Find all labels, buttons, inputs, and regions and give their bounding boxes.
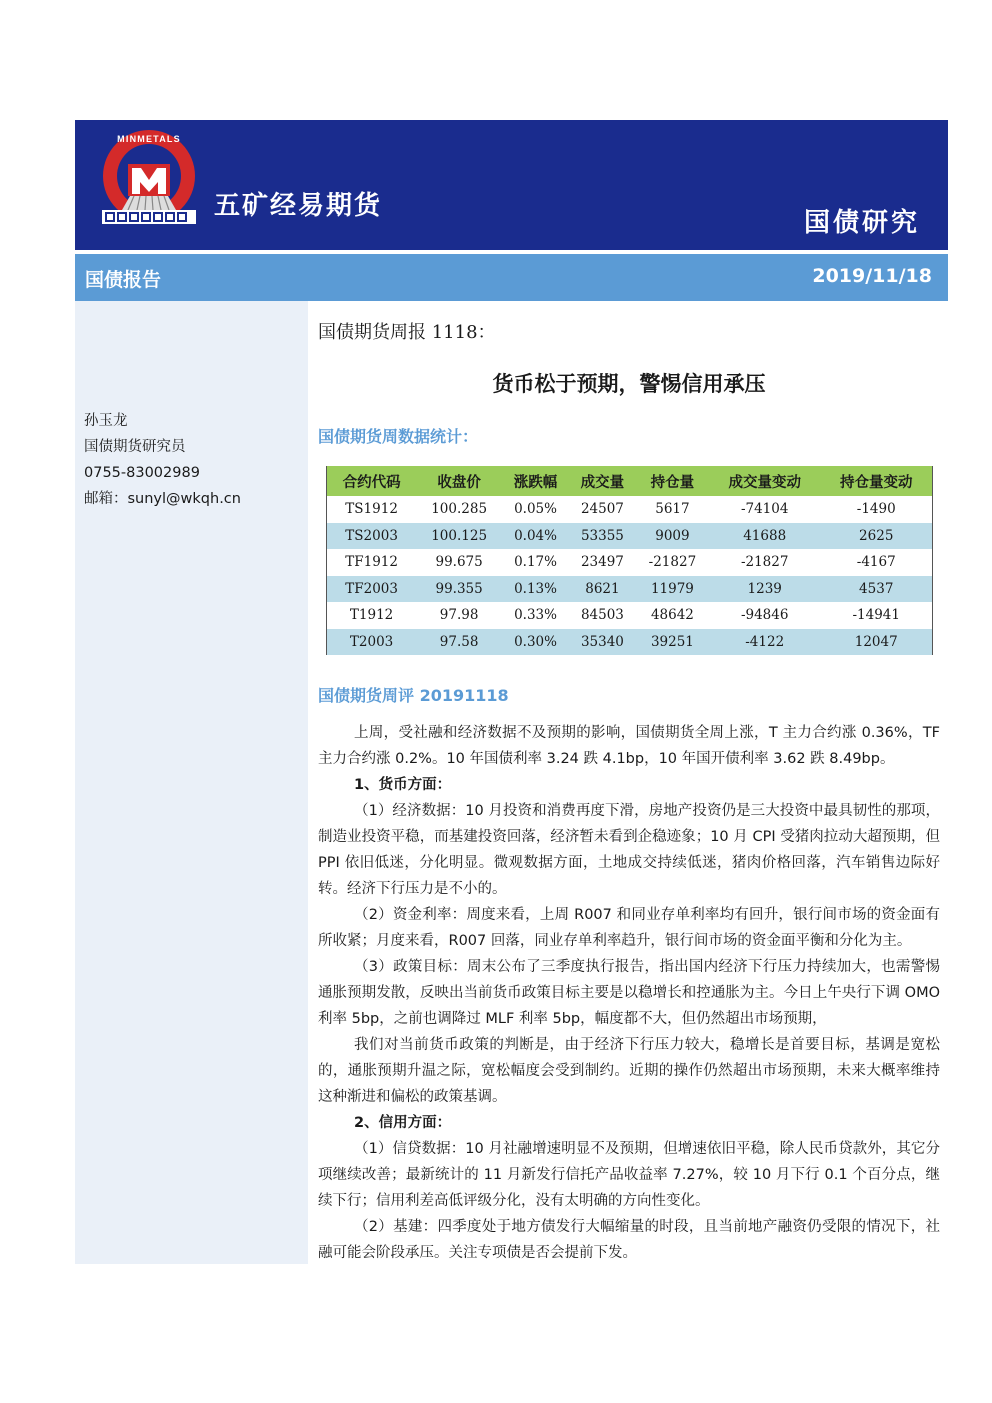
subheading: 2、信用方面： bbox=[354, 1115, 452, 1131]
table-cell: 48642 bbox=[636, 602, 709, 629]
author-title: 国债期货研究员 bbox=[84, 439, 186, 455]
table-cell: 84503 bbox=[569, 602, 636, 629]
report-title: 国债期货周报 1118： bbox=[318, 322, 496, 343]
author-info bbox=[84, 408, 241, 512]
paragraph: 上周，受社融和经济数据不及预期的影响，国债期货全周上涨，T 主力合约涨 0.36%，TF 主力合约涨 0.2%。10 年国债利率 3.24 跌 4.1bp，10 年国开债利率 3.62 跌 8.49bp。 bbox=[318, 725, 940, 767]
author-name: 孙玉龙 bbox=[84, 413, 128, 429]
table-row bbox=[327, 549, 932, 576]
table-cell: 0.17% bbox=[502, 549, 569, 576]
table-cell: T1912 bbox=[327, 602, 416, 629]
paragraph: 我们对当前货币政策的判断是，由于经济下行压力较大，稳增长是首要目标，基调是宽松的，通胀预期升温之际，宽松幅度会受到制约。近期的操作仍然超出市场预期，未来大概率维持这种渐进和偏松的政策基调。 bbox=[318, 1037, 940, 1105]
table-cell: 53355 bbox=[569, 523, 636, 550]
table-cell: 23497 bbox=[569, 549, 636, 576]
column-header: 持仓量变动 bbox=[820, 466, 932, 496]
table-cell: 1239 bbox=[709, 576, 821, 603]
table-cell: TF1912 bbox=[327, 549, 416, 576]
column-header: 涨跌幅 bbox=[502, 466, 569, 496]
table-cell: -4122 bbox=[709, 629, 821, 656]
table-cell: 4537 bbox=[820, 576, 932, 603]
report-type-label: 国债报告 bbox=[85, 269, 162, 291]
review-body bbox=[318, 720, 940, 1266]
table-cell: 8621 bbox=[569, 576, 636, 603]
table-cell: 0.30% bbox=[502, 629, 569, 656]
table-cell: 0.04% bbox=[502, 523, 569, 550]
table-cell: 0.13% bbox=[502, 576, 569, 603]
table-cell: T2003 bbox=[327, 629, 416, 656]
table-cell: 0.05% bbox=[502, 496, 569, 523]
table-row bbox=[327, 629, 932, 656]
subheading: 1、货币方面： bbox=[354, 777, 452, 793]
paragraph: （2）基建：四季度处于地方债发行大幅缩量的时段，且当前地产融资仍受限的情况下，社融可能会阶段承压。关注专项债是否会提前下发。 bbox=[318, 1219, 940, 1261]
table-cell: TS1912 bbox=[327, 496, 416, 523]
table-cell: 100.285 bbox=[416, 496, 502, 523]
sub-header-bar bbox=[75, 254, 948, 301]
paragraph: （1）信贷数据：10 月社融增速明显不及预期，但增速依旧平稳，除人民币贷款外，其它分项继续改善；最新统计的 11 月新发行信托产品收益率 7.27%，较 10 月下行 0.1 个百分点，继续下行；信用利差高低评级分化，没有太明确的方向性变化。 bbox=[318, 1141, 940, 1209]
table-cell: 97.98 bbox=[416, 602, 502, 629]
report-headline: 货币松于预期，警惕信用承压 bbox=[492, 372, 766, 396]
paragraph: （3）政策目标：周末公布了三季度执行报告，指出国内经济下行压力持续加大，也需警惕通胀预期发散，反映出当前货币政策目标主要是以稳增长和控通胀为主。今日上午央行下调 OMO 利率 5bp，之前也调降过 MLF 利率 5bp，幅度都不大，但仍然超出市场预期， bbox=[318, 959, 940, 1027]
table-cell: 12047 bbox=[820, 629, 932, 656]
department-title: 国债研究 bbox=[803, 208, 920, 238]
table-cell: -21827 bbox=[709, 549, 821, 576]
table-cell: TF2003 bbox=[327, 576, 416, 603]
column-header: 收盘价 bbox=[416, 466, 502, 496]
table-header-row bbox=[327, 466, 932, 496]
table-cell: TS2003 bbox=[327, 523, 416, 550]
table-cell: 9009 bbox=[636, 523, 709, 550]
table-cell: 97.58 bbox=[416, 629, 502, 656]
column-header: 持仓量 bbox=[636, 466, 709, 496]
table-cell: 0.33% bbox=[502, 602, 569, 629]
stats-table bbox=[326, 466, 933, 655]
table-row bbox=[327, 523, 932, 550]
table-cell: 100.125 bbox=[416, 523, 502, 550]
paragraph: （2）资金利率：周度来看，上周 R007 和同业存单利率均有回升，银行间市场的资金面有所收紧；月度来看，R007 回落，同业存单利率趋升，银行间市场的资金面平衡和分化为主。 bbox=[318, 907, 940, 949]
table-cell: 99.355 bbox=[416, 576, 502, 603]
column-header: 合约代码 bbox=[327, 466, 416, 496]
table-cell: -21827 bbox=[636, 549, 709, 576]
table-cell: -94846 bbox=[709, 602, 821, 629]
table-cell: 41688 bbox=[709, 523, 821, 550]
logo-text: MINMETALS bbox=[117, 134, 181, 144]
table-cell: -14941 bbox=[820, 602, 932, 629]
review-section-title: 国债期货周评 20191118 bbox=[318, 686, 509, 705]
table-cell: 35340 bbox=[569, 629, 636, 656]
table-cell: -74104 bbox=[709, 496, 821, 523]
company-name: 五矿经易期货 bbox=[214, 191, 383, 221]
column-header: 成交量变动 bbox=[709, 466, 821, 496]
table-row bbox=[327, 576, 932, 603]
author-phone: 0755-83002989 bbox=[84, 465, 200, 481]
table-cell: -4167 bbox=[820, 549, 932, 576]
table-row bbox=[327, 496, 932, 523]
company-logo bbox=[98, 128, 200, 228]
stats-section-title: 国债期货周数据统计： bbox=[318, 427, 479, 446]
column-header: 成交量 bbox=[569, 466, 636, 496]
author-email: 邮箱：sunyl@wkqh.cn bbox=[84, 491, 241, 507]
table-cell: 11979 bbox=[636, 576, 709, 603]
table-cell: 24507 bbox=[569, 496, 636, 523]
table-row bbox=[327, 602, 932, 629]
table-cell: -1490 bbox=[820, 496, 932, 523]
table-cell: 39251 bbox=[636, 629, 709, 656]
table-cell: 5617 bbox=[636, 496, 709, 523]
table-cell: 2625 bbox=[820, 523, 932, 550]
paragraph: （1）经济数据：10 月投资和消费再度下滑，房地产投资仍是三大投资中最具韧性的那项，制造业投资平稳，而基建投资回落，经济暂未看到企稳迹象；10 月 CPI 受猪肉拉动大超预期，但 PPI 依旧低迷，分化明显。微观数据方面，土地成交持续低迷，猪肉价格回落，汽车销售边际好转。经济下行压力是不小的。 bbox=[318, 803, 940, 897]
report-date: 2019/11/18 bbox=[812, 265, 932, 287]
table-cell: 99.675 bbox=[416, 549, 502, 576]
